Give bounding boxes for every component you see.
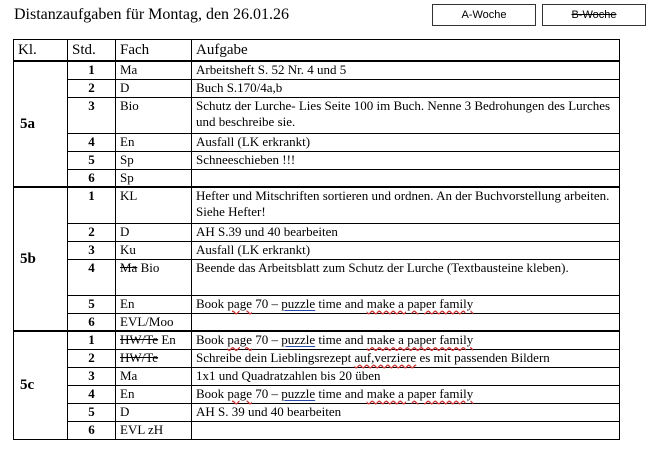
subject-cell (116, 259, 192, 295)
subject-name: Ma (120, 62, 138, 77)
table-row (14, 421, 620, 439)
struck-subject: HW/Te (120, 332, 159, 347)
subject-cell (116, 367, 192, 385)
subject-name: EVL/Moo (120, 313, 174, 329)
subject-cell (116, 421, 192, 439)
subject-cell (116, 403, 192, 421)
task-cell: AH S. 39 und 40 bearbeiten (192, 403, 620, 421)
struck-subject: Ma (120, 259, 138, 275)
subject-cell (116, 349, 192, 367)
task-cell: Ausfall (LK erkrankt) (192, 133, 620, 151)
col-header-fach: Fach (116, 40, 192, 62)
week-a-label: A-Woche (461, 9, 507, 21)
subject-cell (116, 331, 192, 349)
lesson-number: 6 (68, 313, 116, 331)
table-row (14, 403, 620, 421)
task-cell (192, 169, 620, 187)
task-cell: Ausfall (LK erkrankt) (192, 241, 620, 259)
table-row (14, 187, 620, 223)
table-row (14, 295, 620, 313)
task-cell: 1x1 und Quadratzahlen bis 20 üben (192, 367, 620, 385)
subject-name: EVL zH (120, 421, 164, 437)
subject-name: En (120, 385, 135, 401)
col-header-std: Std. (68, 40, 116, 62)
lesson-number: 5 (68, 295, 116, 313)
table-row (14, 151, 620, 169)
schedule-table (13, 39, 620, 440)
lesson-number: 2 (68, 223, 116, 241)
table-row (14, 331, 620, 349)
task-cell: Arbeitsheft S. 52 Nr. 4 und 5 (192, 61, 620, 79)
subject-cell (116, 223, 192, 241)
subject-cell (116, 151, 192, 169)
subject-cell (116, 241, 192, 259)
lesson-number: 4 (68, 259, 116, 295)
lesson-number: 6 (68, 421, 116, 439)
struck-subject: HW/Te (120, 349, 159, 365)
task-cell: Schutz der Lurche- Lies Seite 100 im Buch. Nenne 3 Bedrohungen des Lurches und beschreibe sie. (192, 97, 620, 133)
week-b-label: B-Woche (571, 9, 617, 21)
subject-name: Sp (120, 169, 134, 185)
task-cell: Beende das Arbeitsblatt zum Schutz der Lurche (Textbausteine kleben). (192, 259, 620, 295)
subject-cell (116, 133, 192, 151)
subject-name: KL (120, 188, 138, 203)
subject-name: Bio (140, 259, 160, 275)
lesson-number: 6 (68, 169, 116, 187)
lesson-number: 2 (68, 79, 116, 97)
week-b-button[interactable] (542, 4, 646, 26)
lesson-number: 3 (68, 97, 116, 133)
task-cell: Hefter und Mitschriften sortieren und ordnen. An der Buchvorstellung arbeiten. Siehe Hefter! (192, 187, 620, 223)
table-row (14, 385, 620, 403)
subject-cell (116, 97, 192, 133)
subject-cell (116, 61, 192, 79)
lesson-number: 1 (68, 331, 116, 349)
table-row (14, 169, 620, 187)
subject-cell (116, 187, 192, 223)
subject-name: En (120, 133, 135, 149)
table-row (14, 223, 620, 241)
task-cell: Book page 70 – puzzle time and make a paper family (192, 331, 620, 349)
subject-name: En (120, 295, 135, 311)
lesson-number: 4 (68, 385, 116, 403)
subject-cell (116, 79, 192, 97)
col-header-aufgabe: Aufgabe (192, 40, 620, 62)
table-row (14, 61, 620, 79)
task-cell: Schneeschieben !!! (192, 151, 620, 169)
lesson-number: 2 (68, 349, 116, 367)
task-cell (192, 313, 620, 331)
table-row (14, 313, 620, 331)
subject-name: Ma (120, 367, 138, 383)
task-cell: Book page 70 – puzzle time and make a paper family (192, 385, 620, 403)
subject-name: Ku (120, 241, 136, 257)
table-row (14, 349, 620, 367)
lesson-number: 3 (68, 367, 116, 385)
task-cell: Buch S.170/4a,b (192, 79, 620, 97)
task-cell: Schreibe dein Lieblingsrezept auf,verziere es mit passenden Bildern (192, 349, 620, 367)
table-row (14, 97, 620, 133)
lesson-number: 4 (68, 133, 116, 151)
subject-name: D (120, 79, 130, 95)
subject-name: D (120, 403, 130, 419)
subject-cell (116, 169, 192, 187)
lesson-number: 5 (68, 403, 116, 421)
task-cell: AH S.39 und 40 bearbeiten (192, 223, 620, 241)
page-title: Distanzaufgaben für Montag, den 26.01.26 (14, 6, 290, 23)
class-label: 5a (14, 61, 68, 187)
week-a-button[interactable] (432, 4, 536, 26)
lesson-number: 1 (68, 187, 116, 223)
subject-cell (116, 385, 192, 403)
lesson-number: 3 (68, 241, 116, 259)
subject-cell (116, 313, 192, 331)
subject-name: D (120, 223, 130, 239)
class-label: 5b (14, 187, 68, 331)
lesson-number: 5 (68, 151, 116, 169)
table-row (14, 241, 620, 259)
table-row (14, 259, 620, 295)
table-row (14, 79, 620, 97)
table-header-row (14, 40, 620, 62)
class-label: 5c (14, 331, 68, 439)
subject-cell (116, 295, 192, 313)
subject-name: En (161, 332, 176, 347)
task-cell (192, 421, 620, 439)
task-cell: Book page 70 – puzzle time and make a paper family (192, 295, 620, 313)
table-row (14, 133, 620, 151)
col-header-kl: Kl. (14, 40, 68, 62)
lesson-number: 1 (68, 61, 116, 79)
table-row (14, 367, 620, 385)
subject-name: Bio (120, 97, 139, 113)
subject-name: Sp (120, 151, 134, 167)
